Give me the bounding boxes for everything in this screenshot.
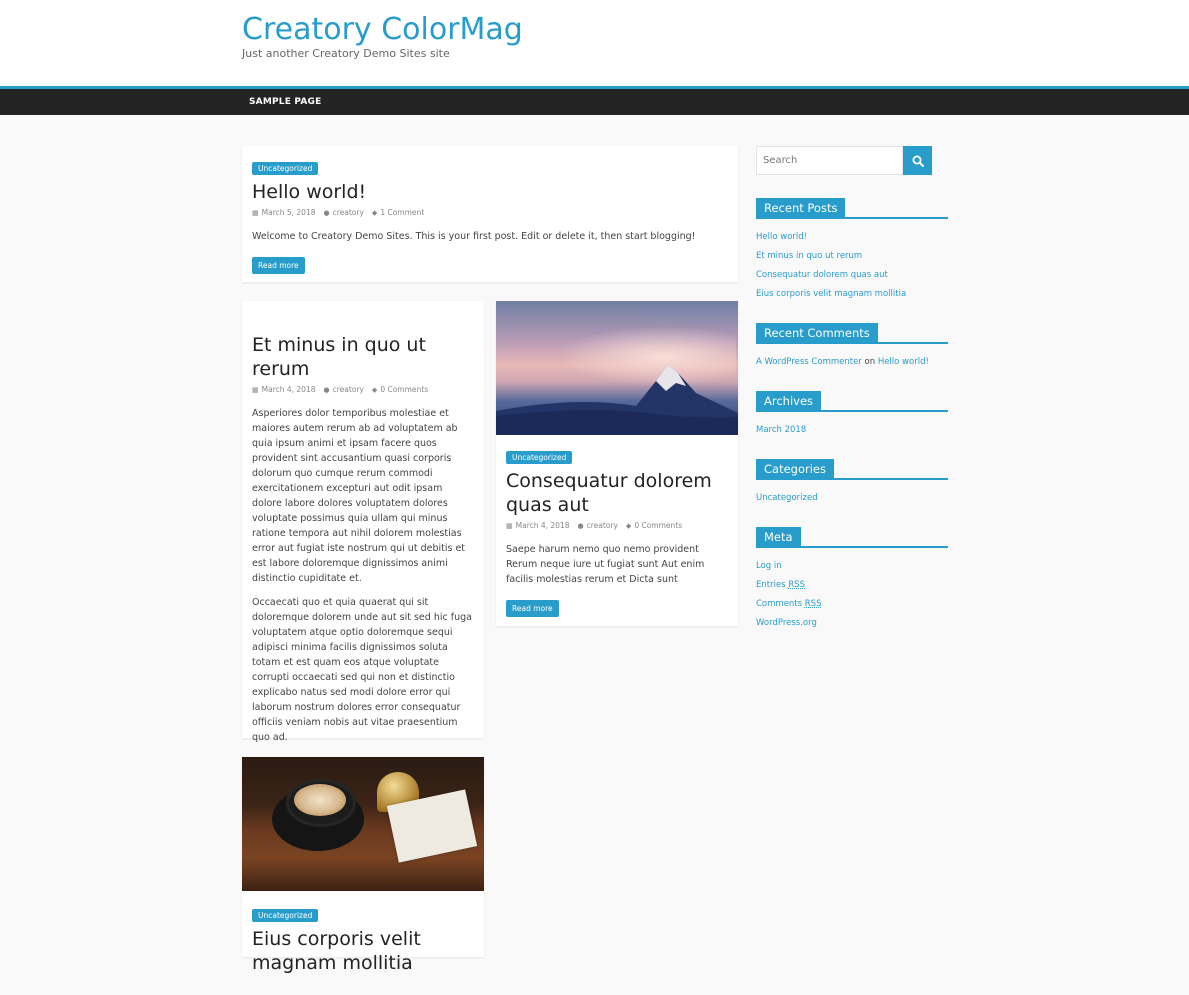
user-icon: ● [323,385,330,394]
post-meta [252,385,474,394]
archive-link[interactable]: March 2018 [756,425,807,435]
post-card-et-minus [242,301,484,743]
calendar-icon: ▦ [506,521,513,530]
post-title[interactable]: Consequatur dolorem quas aut [506,470,712,516]
post-thumbnail-coffee[interactable] [242,757,484,891]
post-card-hello-world [242,146,738,282]
post-title[interactable]: Eius corporis velit magnam mollitia [252,928,421,974]
widget-categories [756,458,948,504]
entries-label: Entries [756,580,786,590]
comment-author-link[interactable]: A WordPress Commenter [756,357,862,367]
post-date[interactable]: March 5, 2018 [261,208,316,217]
main-navigation [0,86,1189,115]
category-badge[interactable]: Uncategorized [506,451,572,464]
comments-rss-link[interactable] [756,599,821,609]
nav-item-sample-page[interactable]: SAMPLE PAGE [249,97,322,107]
widget-recent-posts [756,197,948,300]
post-date[interactable]: March 4, 2018 [261,385,316,394]
calendar-icon: ▦ [252,208,259,217]
category-badge[interactable]: Uncategorized [252,909,318,922]
post-comments[interactable]: 0 Comments [634,521,683,530]
widget-title: Recent Posts [756,198,845,218]
widget-meta [756,526,948,629]
read-more-button[interactable]: Read more [506,600,559,617]
recent-post-link[interactable]: Et minus in quo ut rerum [756,251,863,261]
widget-title: Archives [756,391,821,411]
post-excerpt-paragraph-2: Occaecati quo et quia quaerat qui sit doloremque dolorem unde aut sit sed hic fuga voluptatem atque optio doloremque sequi adipisci minima facilis dignissimos soluta totam et est quam eos atque voluptate corrupti occaecati sed qui non et distinctio explicabo natus sed modi dolore error qui laborum nostrum dolores error consequatur officiis veniam nobis aut vitae praesentium quo ad. [252,597,472,743]
sidebar [756,146,948,637]
search-icon [912,155,924,167]
entries-rss-link[interactable] [756,580,805,590]
read-more-button[interactable]: Read more [252,257,305,274]
post-card-consequatur [496,301,738,626]
post-meta [506,521,728,530]
post-excerpt: Welcome to Creatory Demo Sites. This is your first post. Edit or delete it, then start blogging! [252,231,696,242]
search-input[interactable] [756,146,903,175]
login-link[interactable]: Log in [756,561,782,571]
widget-title: Recent Comments [756,323,878,343]
post-date[interactable]: March 4, 2018 [515,521,570,530]
comment-icon: ◆ [625,521,632,530]
post-excerpt-paragraph-1: Asperiores dolor temporibus molestiae et maiores autem rerum ab ad voluptatem ab quia ipsum animi et ipsam facere quos provident sint accusantium quasi corporis dolorum quo cumque rerum commodi exercitationem excepturi aut odit ipsam dolore labore dolores voluptatem dolores voluptate possimus quia ullam qui minus ratione tempora aut nihil dolorem molestias error aut fugiat iste nostrum qui ut debitis et est labore doloremque dignissimos animi distinctio cupiditate et. [252,408,466,584]
post-meta [252,208,728,217]
user-icon: ● [577,521,584,530]
recent-post-link[interactable]: Eius corporis velit magnam mollitia [756,289,907,299]
comments-label: Comments [756,599,803,609]
widget-recent-comments [756,322,948,368]
post-comments[interactable]: 0 Comments [380,385,429,394]
widget-title: Meta [756,527,801,547]
calendar-icon: ▦ [252,385,259,394]
comment-icon: ◆ [371,385,378,394]
recent-post-link[interactable]: Consequatur dolorem quas aut [756,270,888,280]
widget-archives [756,390,948,436]
rss-abbr: RSS [788,580,806,590]
post-title[interactable]: Et minus in quo ut rerum [252,334,426,380]
recent-post-link[interactable]: Hello world! [756,232,808,242]
comment-post-link[interactable]: Hello world! [877,357,929,367]
post-comments[interactable]: 1 Comment [380,208,425,217]
site-title-link[interactable]: Creatory ColorMag [242,12,523,47]
post-title[interactable]: Hello world! [252,181,367,203]
widget-title: Categories [756,459,834,479]
post-excerpt: Saepe harum nemo quo nemo provident Rerum neque iure ut fugiat sunt Aut enim facilis molestias rerum et Dicta sunt [506,544,705,585]
comment-on-text: on [864,357,876,367]
search-form [756,146,948,175]
post-author[interactable]: creatory [586,521,618,530]
post-card-eius-corporis [242,757,484,974]
category-badge[interactable]: Uncategorized [252,162,318,175]
search-button[interactable] [903,146,932,175]
site-header [0,0,1189,86]
category-link[interactable]: Uncategorized [756,493,818,503]
post-author[interactable]: creatory [332,385,364,394]
user-icon: ● [323,208,330,217]
site-description: Just another Creatory Demo Sites site [242,47,450,60]
comment-icon: ◆ [371,208,378,217]
wordpress-org-link[interactable]: WordPress.org [756,618,817,628]
post-thumbnail-mountain[interactable] [496,301,738,435]
rss-abbr: RSS [804,599,822,609]
post-author[interactable]: creatory [332,208,364,217]
